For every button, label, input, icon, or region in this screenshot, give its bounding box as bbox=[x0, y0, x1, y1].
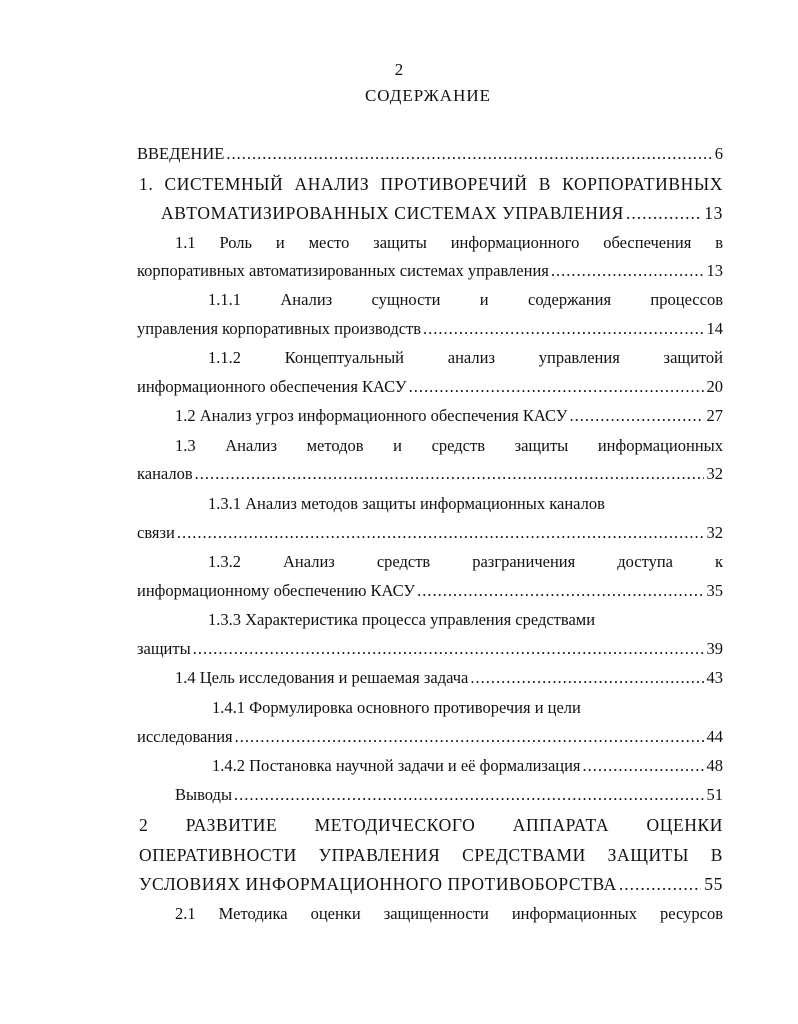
leader-dots bbox=[551, 259, 704, 283]
leader-dots bbox=[423, 317, 703, 341]
leader-dots bbox=[409, 375, 704, 399]
toc-chapter-2-line2: ОПЕРАТИВНОСТИ УПРАВЛЕНИЯ СРЕДСТВАМИ ЗАЩИТЫ В bbox=[139, 845, 723, 865]
toc-section-1-4-1-line1: 1.4.1 Формулировка основного противоречия и цели bbox=[212, 698, 581, 717]
toc-section-1-4-1-line2: исследования ..... 44 bbox=[137, 725, 723, 749]
toc-chapter-2-line3: УСЛОВИЯХ ИНФОРМАЦИОННОГО ПРОТИВОБОРСТВА ..... 55 bbox=[139, 872, 723, 896]
toc-section-1-1-1-line2: управления корпоративных производств ..... 14 bbox=[137, 317, 723, 341]
leader-dots bbox=[234, 783, 703, 807]
toc-section-1-3-3-line1: 1.3.3 Характеристика процесса управления средствами bbox=[208, 610, 596, 629]
toc-section-1-3-2-line1: 1.3.2 Анализ средств разграничения доступа к bbox=[208, 552, 723, 571]
toc-section-1-3-2-line2: информационному обеспечению КАСУ ..... 35 bbox=[137, 579, 723, 603]
leader-dots bbox=[235, 725, 704, 749]
toc-section-1-3-1-line1: 1.3.1 Анализ методов защиты информационных каналов bbox=[208, 494, 605, 513]
page-title: СОДЕРЖАНИЕ bbox=[364, 86, 492, 105]
leader-dots bbox=[626, 201, 701, 225]
leader-dots bbox=[470, 666, 703, 690]
toc-section-1-1-line2: корпоративных автоматизированных системах управления ..... 13 bbox=[137, 259, 723, 283]
toc-section-1-4: 1.4 Цель исследования и решаемая задача ..... 43 bbox=[175, 666, 723, 690]
toc-section-1-1-1-line1: 1.1.1 Анализ сущности и содержания процессов bbox=[208, 290, 723, 309]
leader-dots bbox=[226, 142, 711, 166]
toc-chapter-1-line2: АВТОМАТИЗИРОВАННЫХ СИСТЕМАХ УПРАВЛЕНИЯ ..... 13 bbox=[161, 201, 723, 225]
toc-entry-intro: ВВЕДЕНИЕ ..... 6 bbox=[137, 142, 723, 166]
leader-dots bbox=[417, 579, 703, 603]
toc-conclusions: Выводы ..... 51 bbox=[175, 783, 723, 807]
toc-section-1-3-1-line2: связи ..... 32 bbox=[137, 521, 723, 545]
toc-chapter-1-line1: 1. СИСТЕМНЫЙ АНАЛИЗ ПРОТИВОРЕЧИЙ В КОРПОРАТИВНЫХ bbox=[139, 174, 723, 194]
leader-dots bbox=[177, 521, 704, 545]
leader-dots bbox=[195, 462, 704, 486]
leader-dots bbox=[619, 872, 701, 896]
leader-dots bbox=[583, 754, 704, 778]
toc-section-1-3-line1: 1.3 Анализ методов и средств защиты информационных bbox=[175, 436, 723, 455]
toc-section-1-2: 1.2 Анализ угроз информационного обеспечения КАСУ ..... 27 bbox=[175, 404, 723, 428]
toc-section-1-3-line2: каналов ..... 32 bbox=[137, 462, 723, 486]
toc-chapter-2-line1: 2 РАЗВИТИЕ МЕТОДИЧЕСКОГО АППАРАТА ОЦЕНКИ bbox=[139, 815, 723, 835]
toc-section-1-3-3-line2: защиты ..... 39 bbox=[137, 637, 723, 661]
page-number: 2 bbox=[394, 60, 404, 79]
toc-section-1-1-2-line1: 1.1.2 Концептуальный анализ управления защитой bbox=[208, 348, 723, 367]
toc-section-2-1-line1: 2.1 Методика оценки защищенности информационных ресурсов bbox=[175, 904, 723, 923]
leader-dots bbox=[193, 637, 704, 661]
toc-section-1-4-2: 1.4.2 Постановка научной задачи и её формализация ..... 48 bbox=[212, 754, 723, 778]
leader-dots bbox=[569, 404, 703, 428]
toc-section-1-1-line1: 1.1 Роль и место защиты информационного обеспечения в bbox=[175, 233, 723, 252]
toc-section-1-1-2-line2: информационного обеспечения КАСУ ..... 20 bbox=[137, 375, 723, 399]
